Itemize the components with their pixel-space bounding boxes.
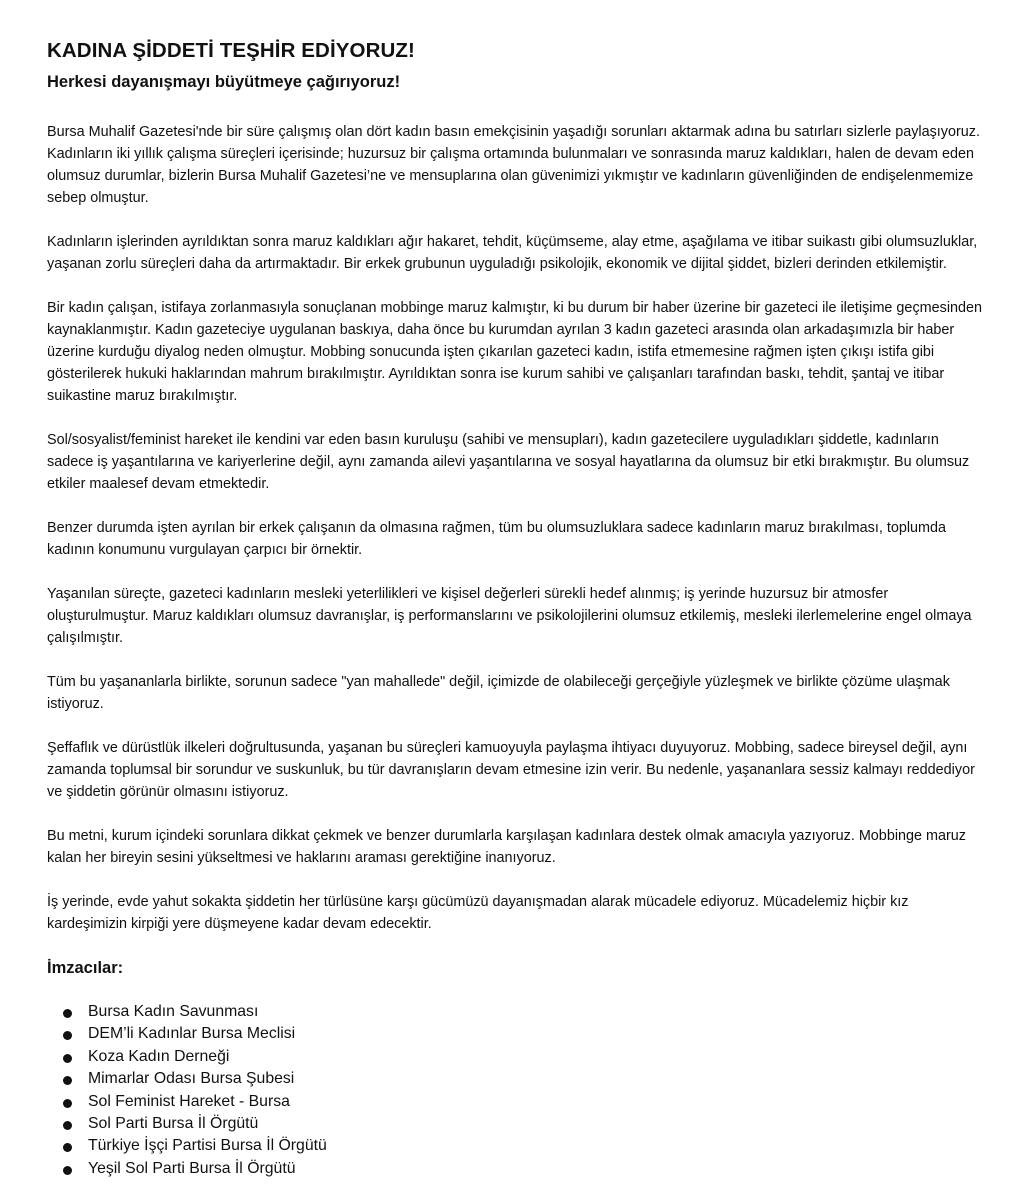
signer-item <box>47 1158 327 1180</box>
paragraph: İş yerinde, evde yahut sokakta şiddetin her türlüsüne karşı gücümüzü dayanışmadan alarak mücadele ediyoruz. Mücadelemiz hiçbir kız kardeşimizin kirpiği yere düşmeyene kadar devam edecektir. <box>47 894 909 932</box>
signer-name: Sol Feminist Hareket - Bursa <box>88 1092 290 1110</box>
paragraph: Tüm bu yaşananlarla birlikte, sorunun sadece "yan mahallede" değil, içimizde de olabileceği gerçeğiyle yüzleşmek ve birlikte çözüme ulaşmak istiyoruz. <box>47 674 950 712</box>
paragraph: Bursa Muhalif Gazetesi'nde bir süre çalışmış olan dört kadın basın emekçisinin yaşadığı sorunları aktarmak adına bu satırları sizlerle paylaşıyoruz. Kadınların iki yıllık çalışma süreçleri içerisinde; huzursuz bir çalışma ortamında bulunmaları ve sonrasında maruz kaldıkları, halen de devam eden olumsuz durumlar, bizlerin Bursa Muhalif Gazetesi’ne ve mensuplarına olan güvenimizi yıkmıştır ve kadınların güvenliğinden de endişelenmemize sebep olmuştur. <box>47 124 980 206</box>
document-title: KADINA ŞİDDETİ TEŞHİR EDİYORUZ! <box>47 39 415 62</box>
bullet-icon <box>63 1166 72 1175</box>
paragraph: Şeffaflık ve dürüstlük ilkeleri doğrultusunda, yaşanan bu süreçleri kamuoyuyla paylaşma ihtiyacı duyuyoruz. Mobbing, sadece bireysel değil, aynı zamanda toplumsal bir sorundur ve suskunluk, bu tür davranışların devam etmesine izin verir. Bu nedenle, yaşananlara sessiz kalmayı reddediyor ve şiddetin görünür olmasını istiyoruz. <box>47 740 975 800</box>
paragraph: Bu metni, kurum içindeki sorunlara dikkat çekmek ve benzer durumlarla karşılaşan kadınlara destek olmak amacıyla yazıyoruz. Mobbinge maruz kalan her bireyin sesini yükseltmesi ve haklarını araması gerektiğine inanıyoruz. <box>47 828 967 866</box>
signer-name: Koza Kadın Derneği <box>88 1047 230 1065</box>
signer-name: DEM’li Kadınlar Bursa Meclisi <box>88 1025 296 1043</box>
paragraph: Sol/sosyalist/feminist hareket ile kendini var eden basın kuruluşu (sahibi ve mensupları), kadın gazetecilere uyguladıkları şiddetle, kadınların sadece iş yaşantılarına ve kariyerlerine değil, aynı zamanda ailevi yaşantılarına ve sosyal hayatlarına da olumsuz bir etki bırakmıştır. Bu olumsuz etkiler maalesef devam etmektedir. <box>47 432 970 492</box>
paragraph: Benzer durumda işten ayrılan bir erkek çalışanın da olmasına rağmen, tüm bu olumsuzluklara sadece kadınların maruz bırakılması, toplumda kadının konumunu vurgulayan çarpıcı bir örnektir. <box>47 520 947 558</box>
signer-item <box>47 1023 327 1045</box>
bullet-icon <box>63 1143 72 1152</box>
document-subtitle: Herkesi dayanışmayı büyütmeye çağırıyoruz! <box>47 73 401 91</box>
bullet-icon <box>63 1054 72 1063</box>
signer-item <box>47 1001 327 1023</box>
signer-item <box>47 1046 327 1068</box>
signers-list <box>47 1001 327 1180</box>
paragraph: Yaşanılan süreçte, gazeteci kadınların mesleki yeterlilikleri ve kişisel değerleri sürekli hedef alınmış; iş yerinde huzursuz bir atmosfer oluşturulmuştur. Maruz kaldıkları olumsuz davranışlar, iş performanslarını ve psikolojilerini olumsuz etkilemiş, mesleki ilerlemelerine engel olmaya çalışılmıştır. <box>47 586 972 646</box>
signer-name: Yeşil Sol Parti Bursa İl Örgütü <box>88 1159 296 1177</box>
signer-name: Türkiye İşçi Partisi Bursa İl Örgütü <box>88 1137 327 1155</box>
document-body <box>47 121 983 935</box>
bullet-icon <box>63 1099 72 1108</box>
signer-name: Bursa Kadın Savunması <box>88 1003 259 1020</box>
signer-item <box>47 1113 327 1135</box>
paragraph: Bir kadın çalışan, istifaya zorlanmasıyla sonuçlanan mobbinge maruz kalmıştır, ki bu durum bir haber üzerine bir gazeteci ile iletişime geçmesinden kaynaklanmıştır. Kadın gazeteciye uygulanan baskıya, daha önce bu kurumdan ayrılan 3 kadın gazeteci arasında olan arkadaşımızla bir haber üzerine kurduğu diyalog neden olmuştur. Mobbing sonucunda işten çıkarılan gazeteci kadın, istifa etmemesine rağmen işten çıkışı istifa gibi gösterilerek hukuki haklarından mahrum bırakılmıştır. Ayrıldıktan sonra ise kurum sahibi ve çalışanları tarafından baskı, tehdit, şantaj ve itibar suikastine maruz bırakılmıştır. <box>47 300 983 404</box>
signer-item <box>47 1068 327 1090</box>
paragraph: Kadınların işlerinden ayrıldıktan sonra maruz kaldıkları ağır hakaret, tehdit, küçümseme, alay etme, aşağılama ve itibar suikastı gibi olumsuzluklar, yaşanan zorlu süreçleri daha da artırmaktadır. Bir erkek grubunun uyguladığı psikolojik, ekonomik ve dijital şiddet, bizleri derinden etkilemiştir. <box>47 234 978 272</box>
signer-item <box>47 1135 327 1157</box>
signers-heading: İmzacılar: <box>47 959 124 977</box>
signer-item <box>47 1091 327 1113</box>
bullet-icon <box>63 1076 72 1085</box>
bullet-icon <box>63 1031 72 1040</box>
signer-name: Mimarlar Odası Bursa Şubesi <box>88 1070 295 1088</box>
bullet-icon <box>63 1009 72 1018</box>
signer-name: Sol Parti Bursa İl Örgütü <box>88 1115 259 1133</box>
bullet-icon <box>63 1121 72 1130</box>
